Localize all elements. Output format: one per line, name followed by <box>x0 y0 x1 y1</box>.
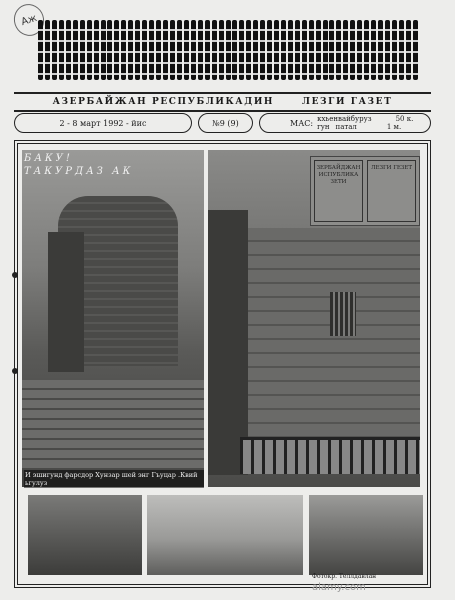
price-line2-value: 1 м. <box>386 123 402 131</box>
subtitle-left: АЗЕРБАЙЖАН РЕСПУБЛИКАДИН <box>52 97 275 107</box>
subtitle-right: ЛЕЗГИ ГАЗЕТ <box>302 97 393 107</box>
masthead-letter-group <box>107 20 231 80</box>
steps-shape <box>22 380 204 470</box>
plaque-right: ЛЕЗГИ ГЕЗЕТ <box>367 160 416 222</box>
newspaper-subtitle <box>14 92 431 112</box>
price-line2-middle: патал <box>335 123 357 131</box>
masthead-letter-group <box>329 20 418 80</box>
main-caption-line2: ТАКУРДАЗ АК <box>24 166 134 177</box>
price-line1-value: 50 к. <box>395 115 414 123</box>
photo-credit: Фотокр. Теллдавлан <box>312 573 377 580</box>
price-label: МАС: <box>290 118 314 128</box>
price-line1-label: кхьенвайбуруз <box>317 115 372 123</box>
street-photo <box>309 495 423 575</box>
binder-hole <box>12 272 18 278</box>
binder-hole <box>12 368 18 374</box>
masthead-letter-group <box>38 20 106 80</box>
crowd-photo <box>28 495 142 575</box>
issue-number: №9 (9) <box>198 113 253 133</box>
wall-plaque <box>310 156 420 226</box>
price-table <box>317 115 413 131</box>
iron-fence <box>240 437 420 474</box>
lamp-post-shape <box>48 232 84 372</box>
plaque-left: ЗЕРБАЙДЖАН ИСПУБЛИКА ЗЕТИ <box>314 160 363 222</box>
masthead-logo <box>38 20 418 80</box>
price-line2-label: гун <box>317 123 330 131</box>
price-box <box>259 113 431 133</box>
main-caption-line1: БАКУ! <box>24 153 73 164</box>
handwritten-mark: Аж <box>10 0 48 40</box>
issue-dates: 2 - 8 март 1992 - йис <box>14 113 192 133</box>
main-caption <box>24 152 133 178</box>
watermark: alamy.com <box>312 582 366 593</box>
photo-caption: И эшигунд фарсдор Хунзар шей энг Гъуцар .Квий ьгулуз <box>24 470 204 488</box>
waterfront-photo <box>147 495 303 575</box>
wall-shadow <box>208 210 248 475</box>
grated-window <box>330 292 356 336</box>
masthead-letter-group <box>232 20 328 80</box>
